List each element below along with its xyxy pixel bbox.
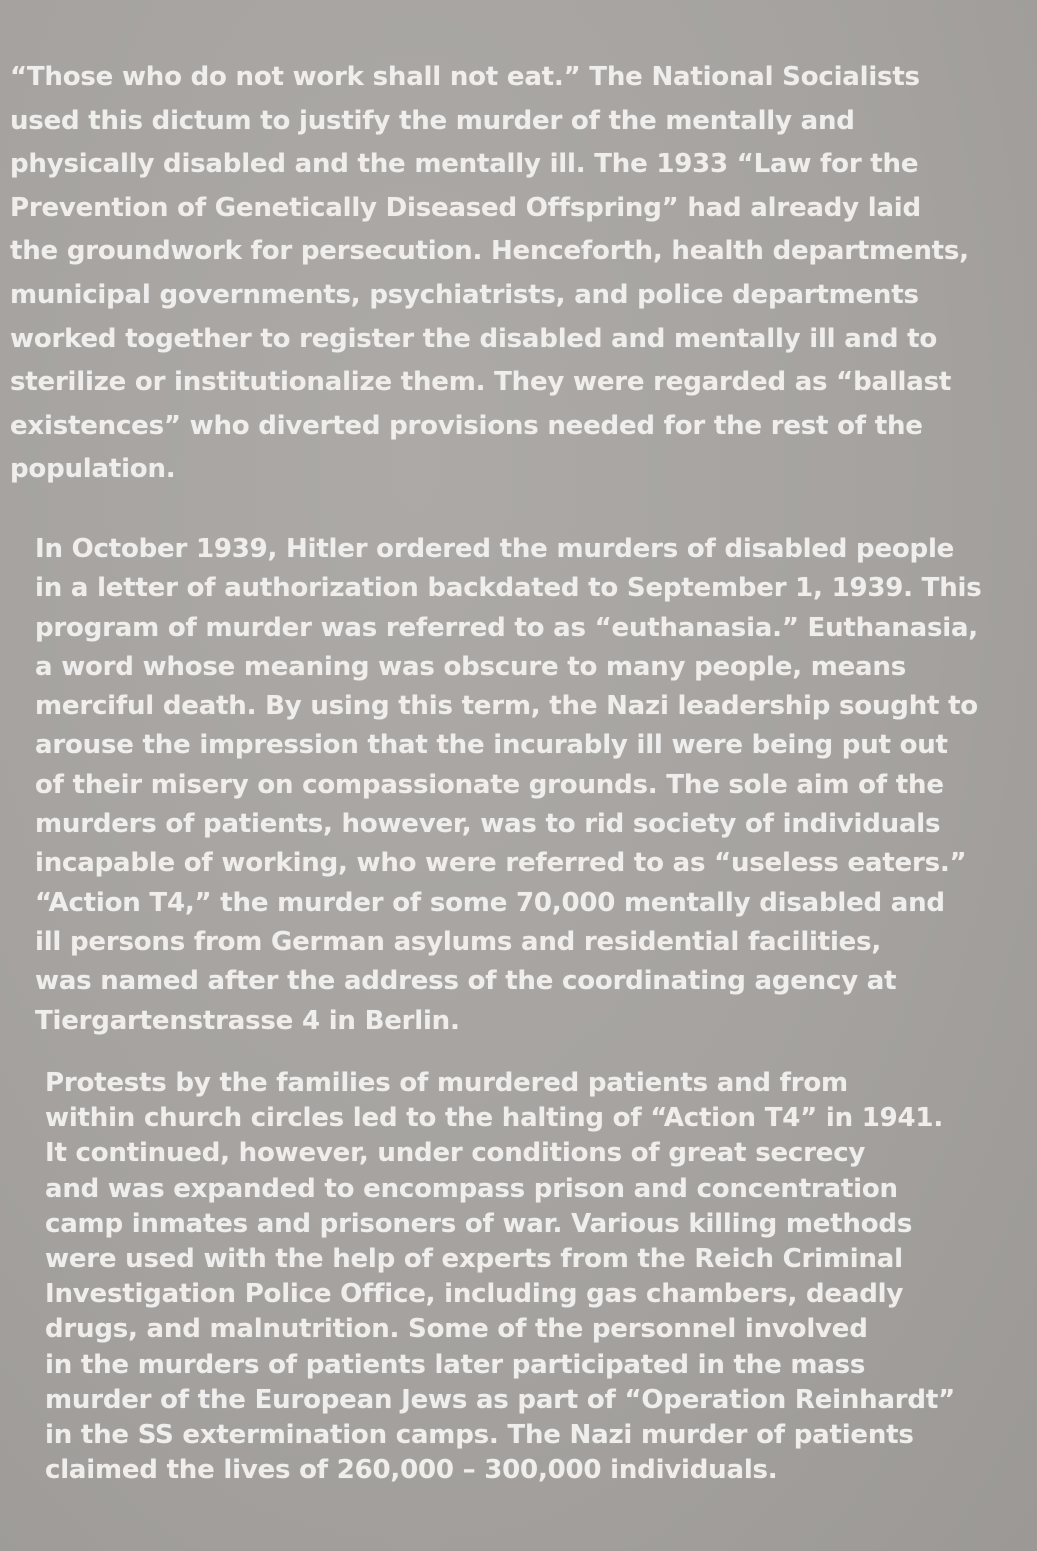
text-line: Tiergartenstrasse 4 in Berlin. [35,1005,460,1036]
text-line: Prevention of Genetically Diseased Offspring” had already laid [10,192,921,223]
text-line: municipal governments, psychiatrists, and police departments [10,279,919,310]
paragraph-2 [35,530,982,1041]
text-line: “Action T4,” the murder of some 70,000 mentally disabled and [35,887,945,918]
text-line: physically disabled and the mentally ill. The 1933 “Law for the [10,149,919,180]
text-line: a word whose meaning was obscure to many people, means [35,651,906,682]
text-line: drugs, and malnutrition. Some of the personnel involved [45,1314,868,1345]
text-line: ill persons from German asylums and residential facilities, [35,926,882,957]
text-line: in the murders of patients later participated in the mass [45,1349,866,1380]
text-line: the groundwork for persecution. Henceforth, health departments, [10,236,969,267]
text-line: murders of patients, however, was to rid society of individuals [35,809,941,840]
text-line: claimed the lives of 260,000 – 300,000 individuals. [45,1455,778,1486]
text-line: of their misery on compassionate grounds. The sole aim of the [35,769,944,800]
text-line: “Those who do not work shall not eat.” The National Socialists [10,62,920,92]
text-line: camp inmates and prisoners of war. Various killing methods [45,1208,913,1239]
text-line: within church circles led to the halting of “Action T4” in 1941. [45,1103,943,1134]
text-line: used this dictum to justify the murder of the mentally and [10,105,855,136]
text-line: In October 1939, Hitler ordered the murders of disabled people [35,534,955,564]
text-line: arouse the impression that the incurably ill were being put out [35,730,948,761]
text-line: was named after the address of the coordinating agency at [35,966,897,997]
text-line: in the SS extermination camps. The Nazi murder of patients [45,1420,914,1451]
text-line: incapable of working, who were referred to as “useless eaters.” [35,848,967,879]
text-line: Investigation Police Office, including gas chambers, deadly [45,1279,904,1310]
text-line: in a letter of authorization backdated to September 1, 1939. This [35,573,982,604]
text-line: were used with the help of experts from the Reich Criminal [45,1244,903,1275]
text-line: sterilize or institutionalize them. They were regarded as “ballast [10,367,952,398]
paragraph-3 [45,1066,955,1488]
text-line: existences” who diverted provisions needed for the rest of the [10,410,923,441]
text-line: murder of the European Jews as part of “Operation Reinhardt” [45,1384,955,1415]
text-line: and was expanded to encompass prison and concentration [45,1173,898,1204]
text-line: merciful death. By using this term, the Nazi leadership sought to [35,691,978,722]
text-line: Protests by the families of murdered patients and from [45,1068,848,1098]
text-line: worked together to register the disabled and mentally ill and to [10,323,938,354]
text-line: population. [10,454,176,485]
text-line: program of murder was referred to as “euthanasia.” Euthanasia, [35,612,978,643]
paragraph-1 [10,56,969,492]
text-line: It continued, however, under conditions of great secrecy [45,1138,866,1169]
